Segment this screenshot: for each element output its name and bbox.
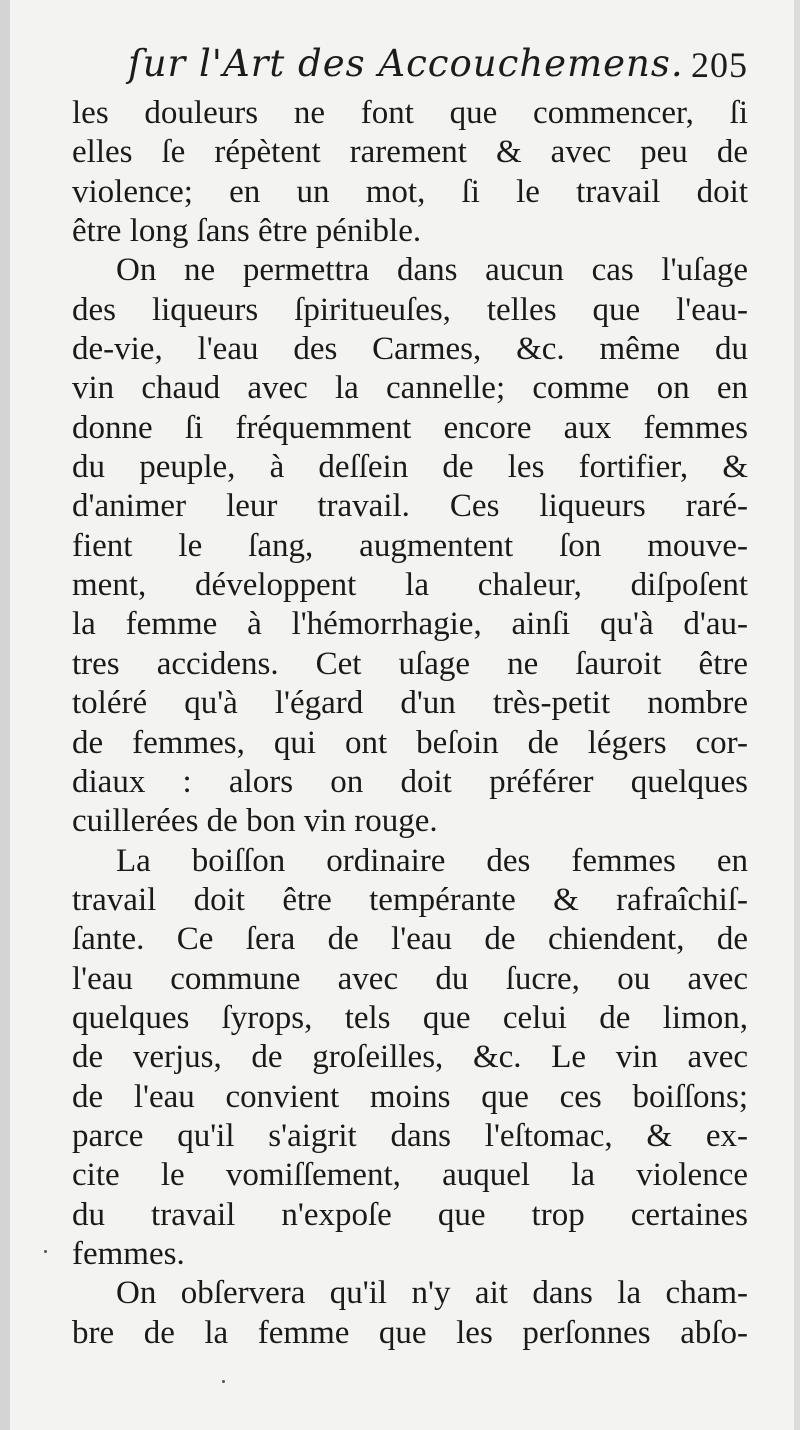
text-line: fient le ſang, augmentent ſon mouve- bbox=[72, 527, 748, 564]
body-text bbox=[72, 94, 748, 1353]
text-line: donne ſi fréquemment encore aux femmes bbox=[72, 409, 748, 446]
text-line: du travail n'expoſe que trop certaines bbox=[72, 1196, 748, 1233]
text-line: femmes. bbox=[72, 1235, 185, 1272]
paragraph-start-line: La boiſſon ordinaire des femmes en bbox=[116, 842, 748, 879]
text-line: diaux : alors on doit préférer quelques bbox=[72, 763, 748, 800]
text-line: être long ſans être pénible. bbox=[72, 213, 422, 250]
text-line: ment, développent la chaleur, diſpoſent bbox=[72, 567, 748, 604]
text-line: les douleurs ne font que commencer, ſi bbox=[72, 95, 748, 131]
text-line: la femme à l'hémorrhagie, ainſi qu'à d'au- bbox=[72, 606, 748, 643]
text-line: ſante. Ce ſera de l'eau de chiendent, de bbox=[72, 921, 748, 958]
text-line: travail doit être tempérante & rafraîchiſ- bbox=[72, 881, 748, 918]
text-line: quelques ſyrops, tels que celui de limon, bbox=[72, 999, 748, 1036]
text-line: elles ſe répètent rarement & avec peu de bbox=[72, 134, 748, 171]
paragraph-start-line: On obſervera qu'il n'y ait dans la cham- bbox=[116, 1275, 748, 1312]
paragraph-start-line: On ne permettra dans aucun cas l'uſage bbox=[116, 252, 748, 289]
text-line: bre de la femme que les perſonnes abſo- bbox=[72, 1314, 748, 1351]
page-number: 205 bbox=[691, 45, 748, 85]
text-line: l'eau commune avec du ſucre, ou avec bbox=[72, 960, 748, 997]
text-line: de-vie, l'eau des Carmes, &c. même du bbox=[72, 331, 748, 368]
text-line: cuillerées de bon vin rouge. bbox=[72, 803, 438, 840]
text-line: du peuple, à deſſein de les fortifier, & bbox=[72, 449, 748, 486]
ink-speck bbox=[44, 1250, 47, 1253]
text-line: des liqueurs ſpiritueuſes, telles que l'eau- bbox=[72, 291, 748, 328]
text-line: vin chaud avec la cannelle; comme on en bbox=[72, 370, 748, 407]
text-line: violence; en un mot, ſi le travail doit bbox=[72, 173, 748, 210]
text-line: toléré qu'à l'égard d'un très-petit nombre bbox=[72, 685, 748, 722]
text-line: de verjus, de groſeilles, &c. Le vin avec bbox=[72, 1039, 748, 1076]
ink-speck bbox=[222, 1380, 225, 1383]
text-line: parce qu'il s'aigrit dans l'eſtomac, & ex- bbox=[72, 1117, 748, 1154]
text-line: d'animer leur travail. Ces liqueurs raré- bbox=[72, 488, 748, 525]
text-line: de femmes, qui ont beſoin de légers cor- bbox=[72, 724, 748, 761]
text-line: cite le vomiſſement, auquel la violence bbox=[72, 1157, 748, 1194]
text-line: de l'eau convient moins que ces boiſſons; bbox=[72, 1078, 748, 1115]
text-line: tres accidens. Cet uſage ne ſauroit être bbox=[72, 645, 748, 682]
running-title: ſur l'Art des Accouchemens. bbox=[128, 42, 684, 85]
running-header bbox=[128, 42, 748, 98]
